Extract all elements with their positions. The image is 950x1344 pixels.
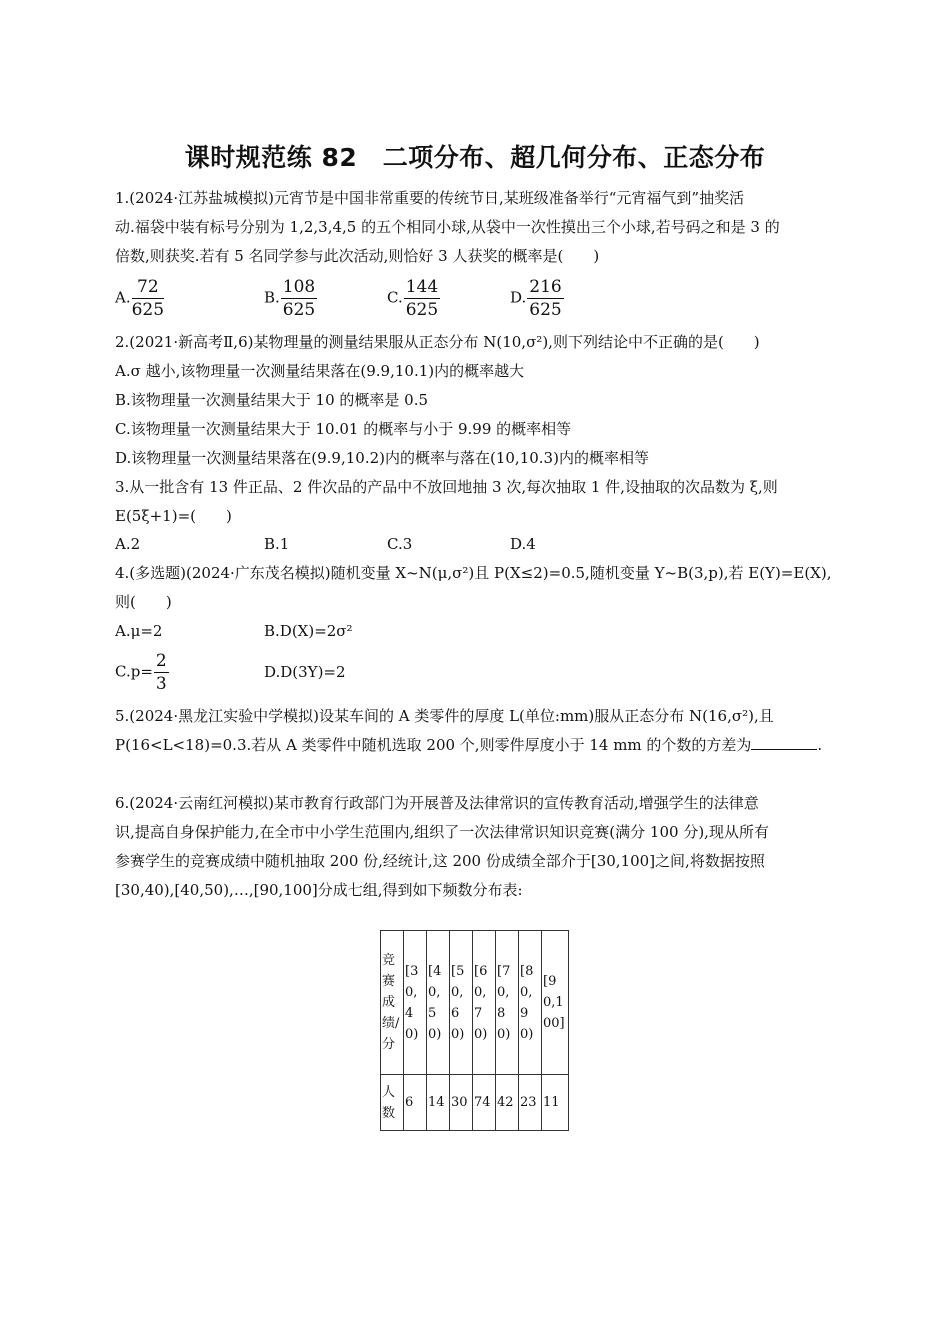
q1-line-3: 倍数,则获奖.若有 5 名同学参与此次活动,则恰好 3 人获奖的概率是( ) <box>115 247 600 265</box>
table-cell-interval: [60,70) <box>473 931 496 1075</box>
q6-line-3: 参赛学生的竞赛成绩中随机抽取 200 份,经统计,这 200 份成绩全部介于[30,100]之间,将数据按照 <box>115 852 765 870</box>
q3-option-a: A.2 <box>115 535 141 553</box>
q4-option-a: A.μ=2 <box>115 622 163 640</box>
q5-line-1: 5.(2024·黑龙江实验中学模拟)设某车间的 A 类零件的厚度 L(单位:mm)服从正态分布 N(16,σ²),且 <box>115 707 774 725</box>
table-cell-count: 14 <box>427 1075 450 1131</box>
option-label: A. <box>115 288 131 307</box>
q5-line-2 <box>115 731 835 760</box>
fraction-denominator: 3 <box>155 674 167 694</box>
option-label: D. <box>510 288 527 307</box>
q6-line-1: 6.(2024·云南红河模拟)某市教育行政部门为开展普及法律常识的宣传教育活动,增强学生的法律意 <box>115 794 759 812</box>
q3-option-b: B.1 <box>264 535 290 553</box>
table-cell-interval: [70,80) <box>496 931 519 1075</box>
option-label: B. <box>264 288 280 307</box>
q4-options-row-2 <box>115 650 835 696</box>
q1-line-2: 动.福袋中装有标号分别为 1,2,3,4,5 的五个相同小球,从袋中一次性摸出三个小球,若号码之和是 3 的 <box>115 218 780 236</box>
table-cell-interval: [40,50) <box>427 931 450 1075</box>
q5-line-2-end: . <box>817 736 823 754</box>
table-row-header-count: 人数 <box>381 1075 404 1131</box>
fraction-denominator: 625 <box>282 300 316 320</box>
page-title: 课时规范练 82 二项分布、超几何分布、正态分布 <box>184 143 766 172</box>
option-label: C.p= <box>115 662 153 681</box>
fraction-numerator: 108 <box>282 277 316 297</box>
table-row-intervals <box>381 931 569 1075</box>
fraction-denominator: 625 <box>405 300 439 320</box>
option-label: C. <box>387 288 403 307</box>
q2-option-d: D.该物理量一次测量结果落在(9.9,10.2)内的概率与落在(10,10.3)内的概率相等 <box>115 449 649 467</box>
table-cell-count: 42 <box>496 1075 519 1131</box>
table-cell-count: 30 <box>450 1075 473 1131</box>
table-cell-interval: [50,60) <box>450 931 473 1075</box>
q1-line-1: 1.(2024·江苏盐城模拟)元宵节是中国非常重要的传统节日,某班级准备举行“元宵福气到”抽奖活 <box>115 189 745 207</box>
table-cell-interval: [30,40) <box>404 931 427 1075</box>
fraction <box>281 276 317 321</box>
q1-options <box>115 276 835 324</box>
q3-options <box>115 530 835 559</box>
q1-option-c <box>387 276 440 321</box>
fraction <box>404 276 440 321</box>
table-cell-count: 6 <box>404 1075 427 1131</box>
table-cell-interval: [90,100] <box>542 931 569 1075</box>
q4-option-c <box>115 650 169 695</box>
q2-option-b: B.该物理量一次测量结果大于 10 的概率是 0.5 <box>115 391 429 409</box>
fraction <box>132 276 164 321</box>
table-row-counts <box>381 1075 569 1131</box>
table-cell-interval: [80,90) <box>519 931 542 1075</box>
q4-option-b: B.D(X)=2σ² <box>264 622 353 640</box>
fraction-numerator: 72 <box>132 276 164 299</box>
table-row-header-score: 竞赛成绩/分 <box>381 931 404 1075</box>
fraction-denominator: 625 <box>529 300 562 320</box>
answer-blank[interactable] <box>751 731 817 750</box>
q3-line-2: E(5ξ+1)=( ) <box>115 507 232 525</box>
q1-option-d <box>510 276 564 321</box>
q6-line-2: 识,提高自身保护能力,在全市中小学生范围内,组织了一次法律常识知识竞赛(满分 100 分),现从所有 <box>115 823 769 841</box>
q1-option-a <box>115 276 164 321</box>
q4-line-2: 则( ) <box>115 593 172 611</box>
q5-line-2-text: P(16<L<18)=0.3.若从 A 类零件中随机选取 200 个,则零件厚度小于 14 mm 的个数的方差为 <box>115 736 752 754</box>
q4-line-1: 4.(多选题)(2024·广东茂名模拟)随机变量 X~N(μ,σ²)且 P(X≤2)=0.5,随机变量 Y~B(3,p),若 E(Y)=E(X), <box>115 564 832 582</box>
q2-option-a: A.σ 越小,该物理量一次测量结果落在(9.9,10.1)内的概率越大 <box>115 362 525 380</box>
fraction-numerator: 144 <box>405 277 439 297</box>
fraction <box>527 276 563 321</box>
table-cell-count: 11 <box>542 1075 569 1131</box>
fraction-numerator: 216 <box>529 277 562 297</box>
table-cell-count: 74 <box>473 1075 496 1131</box>
q2-option-c: C.该物理量一次测量结果大于 10.01 的概率与小于 9.99 的概率相等 <box>115 420 572 438</box>
q3-option-c: C.3 <box>387 535 413 553</box>
table-cell-count: 23 <box>519 1075 542 1131</box>
fraction <box>154 650 169 695</box>
q3-line-1: 3.从一批含有 13 件正品、2 件次品的产品中不放回地抽 3 次,每次抽取 1 件,设抽取的次品数为 ξ,则 <box>115 478 778 496</box>
q4-option-d: D.D(3Y)=2 <box>264 663 346 681</box>
fraction-numerator: 2 <box>155 651 167 671</box>
q1-option-b <box>264 276 317 321</box>
q3-option-d: D.4 <box>510 535 536 553</box>
q4-options-row-1 <box>115 617 835 646</box>
frequency-table <box>380 930 569 1131</box>
fraction-denominator: 625 <box>131 300 165 320</box>
q2-stem: 2.(2021·新高考Ⅱ,6)某物理量的测量结果服从正态分布 N(10,σ²),则下列结论中不正确的是( ) <box>115 333 760 351</box>
q6-line-4: [30,40),[40,50),…,[90,100]分成七组,得到如下频数分布表: <box>115 881 523 899</box>
